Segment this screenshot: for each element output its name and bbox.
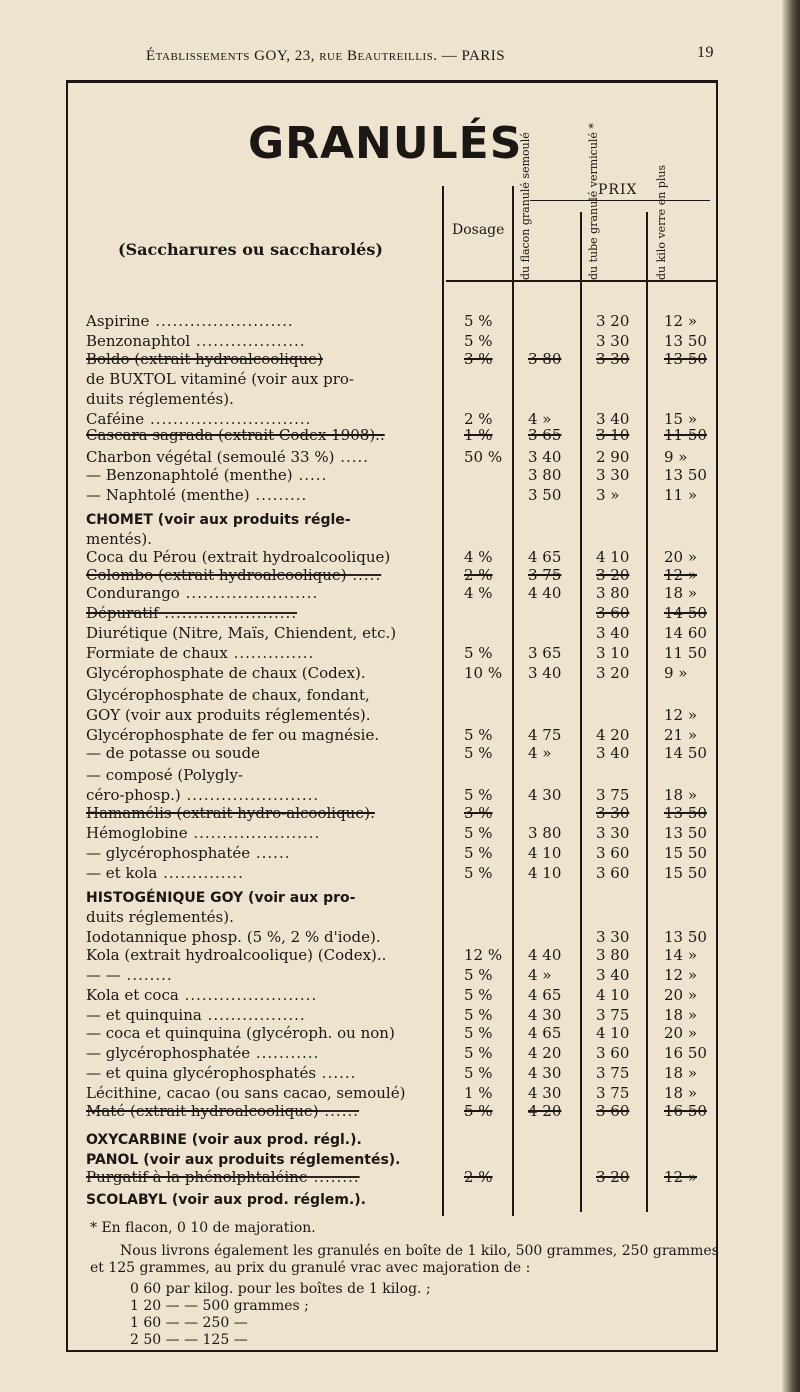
- leader-dots: ......................: [187, 824, 321, 842]
- product-name: Glycérophosphate de chaux (Codex).: [86, 664, 366, 682]
- price-flacon: 3 80: [528, 824, 562, 842]
- price-tube: 3 30: [596, 466, 630, 484]
- table-row: [86, 390, 726, 410]
- product-name: Benzonaphtol: [86, 332, 191, 350]
- product-label: [86, 350, 323, 368]
- price-kilo: 12 »: [664, 312, 698, 330]
- product-label: [86, 1084, 405, 1102]
- product-name: — composé (Polygly-: [86, 766, 243, 784]
- product-name: GOY (voir aux produits réglementés).: [86, 706, 371, 724]
- dosage-value: 5 %: [464, 844, 493, 862]
- price-tube: 3 20: [596, 1168, 630, 1186]
- dosage-value: 4 %: [464, 548, 493, 566]
- product-label: [86, 390, 234, 408]
- table-row: [86, 726, 726, 746]
- dosage-value: 3 %: [464, 350, 493, 368]
- table-row: [86, 584, 726, 604]
- price-tube: 3 60: [596, 1044, 630, 1062]
- price-flacon: 4 10: [528, 844, 562, 862]
- price-tube: 3 60: [596, 864, 630, 882]
- price-flacon: 4 40: [528, 584, 562, 602]
- table-row: [86, 350, 726, 370]
- product-label: [86, 548, 390, 566]
- table-row: [86, 566, 726, 586]
- price-tube: 3 10: [596, 426, 630, 444]
- price-flacon: 4 10: [528, 864, 562, 882]
- price-flacon: 3 40: [528, 664, 562, 682]
- dosage-value: 5 %: [464, 726, 493, 744]
- dosage-value: 4 %: [464, 584, 493, 602]
- notes-line: 2 50 — — 125 —: [130, 1332, 248, 1348]
- price-flacon: 4 »: [528, 744, 552, 762]
- table-row: [86, 1150, 726, 1170]
- product-label: [86, 744, 260, 762]
- price-kilo: 20 »: [664, 548, 698, 566]
- leader-dots: .........: [249, 486, 308, 504]
- product-name: duits réglementés).: [86, 908, 234, 926]
- price-flacon: 3 80: [528, 466, 562, 484]
- product-name: de BUXTOL vitaminé (voir aux pro-: [86, 370, 354, 388]
- price-flacon: 4 65: [528, 1024, 562, 1042]
- table-row: [86, 664, 726, 684]
- dosage-value: 2 %: [464, 566, 493, 584]
- price-tube: 3 20: [596, 312, 630, 330]
- price-kilo: 12 »: [664, 1168, 698, 1186]
- table-row: [86, 824, 726, 844]
- product-label: [86, 824, 320, 842]
- column-header-dosage: Dosage: [452, 222, 505, 238]
- dosage-value: 5 %: [464, 644, 493, 662]
- price-flacon: 4 30: [528, 1006, 562, 1024]
- table-row: [86, 928, 726, 948]
- price-kilo: 13 50: [664, 332, 707, 350]
- product-name: Hémoglobine: [86, 824, 188, 842]
- product-label: [86, 766, 243, 784]
- price-flacon: 4 40: [528, 946, 562, 964]
- product-label: [86, 726, 379, 744]
- price-kilo: 16 50: [664, 1044, 707, 1062]
- product-label: [86, 928, 381, 946]
- table-row: [86, 966, 726, 986]
- table-row: [86, 986, 726, 1006]
- leader-dots: ..............: [157, 864, 244, 882]
- price-flacon: 4 30: [528, 786, 562, 804]
- dosage-value: 5 %: [464, 312, 493, 330]
- price-tube: 3 60: [596, 604, 630, 622]
- table-row: [86, 706, 726, 726]
- column-header-kilo: du kilo verre en plus: [655, 164, 668, 280]
- table-row: [86, 786, 726, 806]
- product-label: [86, 786, 319, 804]
- leader-dots: ......: [316, 1064, 357, 1082]
- dosage-value: 3 %: [464, 804, 493, 822]
- product-name: — Naphtolé (menthe): [86, 486, 250, 504]
- leader-dots: ......: [318, 1102, 360, 1120]
- price-flacon: 4 65: [528, 548, 562, 566]
- price-flacon: 4 »: [528, 966, 552, 984]
- table-row: [86, 686, 726, 706]
- leader-dots: ........: [307, 1168, 360, 1186]
- product-label: [86, 624, 396, 642]
- price-flacon: 4 30: [528, 1064, 562, 1082]
- price-flacon: 3 75: [528, 566, 562, 584]
- product-name: HISTOGÉNIQUE GOY (voir aux pro-: [86, 890, 356, 906]
- price-tube: 3 30: [596, 804, 630, 822]
- product-name: Glycérophosphate de chaux, fondant,: [86, 686, 370, 704]
- product-name: — Benzonaphtolé (menthe): [86, 466, 293, 484]
- price-kilo: 18 »: [664, 1084, 698, 1102]
- price-tube: 3 75: [596, 1084, 630, 1102]
- product-label: [86, 1024, 395, 1042]
- product-name: — glycérophosphatée: [86, 844, 251, 862]
- product-label: [86, 584, 318, 602]
- price-kilo: 16 50: [664, 1102, 707, 1120]
- dosage-value: 50 %: [464, 448, 503, 466]
- notes: [90, 1220, 730, 1349]
- price-flacon: 4 65: [528, 986, 562, 1004]
- product-label: [86, 804, 375, 822]
- price-tube: 3 30: [596, 332, 630, 350]
- price-tube: 3 75: [596, 1064, 630, 1082]
- product-label: [86, 664, 366, 682]
- table-row: [86, 548, 726, 568]
- product-label: [86, 1064, 356, 1082]
- dosage-value: 5 %: [464, 986, 493, 1004]
- product-name: Dépuratif: [86, 604, 159, 622]
- leader-dots: .......................: [180, 786, 320, 804]
- dosage-value: 5 %: [464, 744, 493, 762]
- product-label: [86, 908, 234, 926]
- product-name: Charbon végétal (semoulé 33 %): [86, 448, 335, 466]
- table-row: [86, 426, 726, 446]
- price-tube: 3 20: [596, 566, 630, 584]
- leader-dots: ...........: [250, 1044, 320, 1062]
- price-kilo: 18 »: [664, 786, 698, 804]
- price-kilo: 15 50: [664, 864, 707, 882]
- dosage-value: 5 %: [464, 1064, 493, 1082]
- product-name: Coca du Pérou (extrait hydroalcoolique): [86, 548, 391, 566]
- price-kilo: 11 »: [664, 486, 698, 504]
- notes-line: 1 60 — — 250 —: [130, 1315, 248, 1331]
- price-kilo: 12 »: [664, 966, 698, 984]
- table-row: [86, 844, 726, 864]
- table-row: [86, 448, 726, 468]
- price-kilo: 18 »: [664, 1064, 698, 1082]
- price-kilo: 20 »: [664, 1024, 698, 1042]
- table-row: [86, 1044, 726, 1064]
- price-tube: 3 40: [596, 966, 630, 984]
- running-head: [60, 44, 720, 68]
- product-name: céro-phosp.): [86, 786, 181, 804]
- price-kilo: 13 50: [664, 824, 707, 842]
- price-kilo: 9 »: [664, 448, 688, 466]
- product-name: mentés).: [86, 530, 152, 548]
- leader-dots: ............................: [144, 410, 312, 428]
- price-flacon: 3 50: [528, 486, 562, 504]
- table-row: [86, 908, 726, 928]
- table-row: [86, 766, 726, 786]
- price-kilo: 18 »: [664, 584, 698, 602]
- dosage-value: 5 %: [464, 824, 493, 842]
- dosage-value: 5 %: [464, 1044, 493, 1062]
- price-flacon: 3 65: [528, 644, 562, 662]
- price-tube: 3 75: [596, 1006, 630, 1024]
- table-row: [86, 1130, 726, 1150]
- table-row: [86, 510, 726, 530]
- price-kilo: 9 »: [664, 664, 688, 682]
- price-tube: 3 20: [596, 664, 630, 682]
- dosage-value: 5 %: [464, 864, 493, 882]
- product-label: [86, 1006, 306, 1024]
- notes-line: 0 60 par kilog. pour les boîtes de 1 kilog. ;: [130, 1281, 431, 1297]
- dosage-value: 5 %: [464, 1024, 493, 1042]
- leader-dots: .....: [346, 566, 382, 584]
- product-name: — glycérophosphatée: [86, 1044, 251, 1062]
- running-head-text: Établissements GOY, 23, rue Beautreillis. — PARIS: [146, 48, 506, 64]
- table-row: [86, 804, 726, 824]
- product-label: [86, 466, 327, 484]
- product-name: Iodotannique phosp. (5 %, 2 % d'iode).: [86, 928, 381, 946]
- product-name: Boldo (extrait hydroalcoolique): [86, 350, 323, 368]
- product-label: [86, 644, 314, 662]
- price-tube: 3 40: [596, 624, 630, 642]
- leader-dots: .....: [334, 448, 370, 466]
- price-flacon: 3 65: [528, 426, 562, 444]
- dosage-value: 5 %: [464, 786, 493, 804]
- price-tube: 3 60: [596, 1102, 630, 1120]
- price-kilo: 20 »: [664, 986, 698, 1004]
- table-row: [86, 1084, 726, 1104]
- table-row: [86, 466, 726, 486]
- table-row: [86, 312, 726, 332]
- product-name: Purgatif à la phénolphtaléine: [86, 1168, 308, 1186]
- product-label: [86, 864, 244, 882]
- table-row: [86, 332, 726, 352]
- dosage-value: 2 %: [464, 410, 493, 428]
- table-row: [86, 946, 726, 966]
- price-kilo: 13 50: [664, 466, 707, 484]
- product-label: [86, 426, 385, 444]
- notes-paragraph: Nous livrons également les granulés en boîte de 1 kilo, 500 grammes, 250 grammes et 125 grammes, au prix du granulé vrac avec majoration de :: [90, 1243, 719, 1276]
- price-kilo: 12 »: [664, 566, 698, 584]
- table-row: [86, 604, 726, 624]
- product-label: [86, 946, 386, 964]
- price-tube: 4 10: [596, 1024, 630, 1042]
- product-name: Glycérophosphate de fer ou magnésie.: [86, 726, 380, 744]
- product-name: Kola (extrait hydroalcoolique) (Codex)..: [86, 946, 387, 964]
- table-row: [86, 864, 726, 884]
- product-label: [86, 530, 152, 548]
- price-kilo: 13 50: [664, 928, 707, 946]
- leader-dots: .....: [292, 466, 328, 484]
- price-kilo: 21 »: [664, 726, 698, 744]
- header-underline: [446, 280, 716, 282]
- table-row: [86, 1006, 726, 1026]
- product-label: [86, 486, 307, 504]
- table-row: [86, 1190, 726, 1210]
- price-tube: 4 10: [596, 548, 630, 566]
- product-label: [86, 1044, 319, 1062]
- product-name: — et quina glycérophosphatés: [86, 1064, 317, 1082]
- table-row: [86, 1102, 726, 1122]
- price-kilo: 15 »: [664, 410, 698, 428]
- table-row: [86, 1064, 726, 1084]
- product-name: Condurango: [86, 584, 180, 602]
- price-kilo: 14 50: [664, 744, 707, 762]
- page-title: GRANULÉS: [248, 118, 523, 169]
- price-kilo: 18 »: [664, 1006, 698, 1024]
- table-row: [86, 486, 726, 506]
- price-tube: 2 90: [596, 448, 630, 466]
- product-name: Kola et coca: [86, 986, 179, 1004]
- product-name: Hamamélis (extrait hydro-alcoolique).: [86, 804, 375, 822]
- table-row: [86, 644, 726, 664]
- price-flacon: 3 80: [528, 350, 562, 368]
- table-row: [86, 1168, 726, 1188]
- product-name: Maté (extrait hydroalcoolique): [86, 1102, 319, 1120]
- product-name: — coca et quinquina (glycéroph. ou non): [86, 1024, 395, 1042]
- dosage-value: 1 %: [464, 1084, 493, 1102]
- dosage-value: 5 %: [464, 332, 493, 350]
- price-tube: 3 75: [596, 786, 630, 804]
- price-tube: 3 »: [596, 486, 620, 504]
- column-header-flacon: du flacon granulé semoulé: [519, 132, 532, 280]
- price-tube: 3 30: [596, 350, 630, 368]
- price-kilo: 14 »: [664, 946, 698, 964]
- prix-brace: [530, 200, 710, 211]
- product-name: Formiate de chaux: [86, 644, 228, 662]
- price-kilo: 13 50: [664, 350, 707, 368]
- product-name: Caféine: [86, 410, 145, 428]
- dosage-value: 12 %: [464, 946, 503, 964]
- product-label: [86, 566, 381, 584]
- page-number: 19: [697, 44, 714, 61]
- table-row: [86, 1024, 726, 1044]
- dosage-value: 1 %: [464, 426, 493, 444]
- price-kilo: 13 50: [664, 804, 707, 822]
- dosage-value: 2 %: [464, 1168, 493, 1186]
- product-name: Aspirine: [86, 312, 150, 330]
- price-kilo: 12 »: [664, 706, 698, 724]
- leader-dots: .......................: [179, 584, 319, 602]
- column-header-tube: du tube granulé vermiculé *: [587, 123, 600, 280]
- page-edge: [782, 0, 800, 1392]
- price-tube: 3 40: [596, 744, 630, 762]
- product-label: [86, 888, 355, 906]
- table-row: [86, 370, 726, 390]
- price-flacon: 4 30: [528, 1084, 562, 1102]
- price-tube: 3 10: [596, 644, 630, 662]
- product-label: [86, 1130, 362, 1148]
- price-tube: 3 80: [596, 584, 630, 602]
- product-name: SCOLABYL (voir aux prod. réglem.).: [86, 1192, 366, 1208]
- product-label: [86, 604, 297, 622]
- notes-line: 1 20 — — 500 grammes ;: [130, 1298, 309, 1314]
- dosage-value: 5 %: [464, 966, 493, 984]
- product-label: [86, 448, 369, 466]
- product-name: OXYCARBINE (voir aux prod. régl.).: [86, 1132, 362, 1148]
- price-kilo: 15 50: [664, 844, 707, 862]
- subtitle: (Saccharures ou saccharolés): [118, 240, 383, 259]
- product-label: [86, 312, 294, 330]
- product-label: [86, 1168, 360, 1186]
- product-label: [86, 370, 354, 388]
- dosage-value: 5 %: [464, 1006, 493, 1024]
- price-flacon: 4 75: [528, 726, 562, 744]
- product-label: [86, 686, 370, 704]
- table-row: [86, 530, 726, 550]
- price-kilo: 11 50: [664, 644, 707, 662]
- product-label: [86, 706, 371, 724]
- product-label: [86, 510, 351, 528]
- price-tube: 3 60: [596, 844, 630, 862]
- leader-dots: ...................: [190, 332, 306, 350]
- product-label: [86, 1150, 401, 1168]
- price-tube: 3 40: [596, 410, 630, 428]
- product-name: — —: [86, 966, 121, 984]
- product-label: [86, 332, 306, 350]
- product-label: [86, 986, 317, 1004]
- price-tube: 4 10: [596, 986, 630, 1004]
- product-name: — et kola: [86, 864, 158, 882]
- product-label: [86, 1102, 359, 1120]
- footnote: * En flacon, 0 10 de majoration.: [90, 1220, 316, 1236]
- price-flacon: 3 40: [528, 448, 562, 466]
- product-name: PANOL (voir aux produits réglementés).: [86, 1152, 401, 1168]
- product-label: [86, 966, 173, 984]
- price-kilo: 11 50: [664, 426, 707, 444]
- price-tube: 3 30: [596, 928, 630, 946]
- price-flacon: 4 20: [528, 1044, 562, 1062]
- leader-dots: ..............: [227, 644, 315, 662]
- table-row: [86, 624, 726, 644]
- price-kilo: 14 60: [664, 624, 707, 642]
- product-label: [86, 844, 291, 862]
- table-row: [86, 888, 726, 908]
- product-name: Colombo (extrait hydroalcoolique): [86, 566, 347, 584]
- dosage-value: 5 %: [464, 1102, 493, 1120]
- price-flacon: 4 20: [528, 1102, 562, 1120]
- dosage-value: 10 %: [464, 664, 503, 682]
- price-tube: 4 20: [596, 726, 630, 744]
- product-name: duits réglementés).: [86, 390, 234, 408]
- product-name: Cascara sagrada (extrait Codex 1908)..: [86, 426, 385, 444]
- product-name: Diurétique (Nitre, Maïs, Chiendent, etc.): [86, 624, 397, 642]
- leader-dots: .................: [201, 1006, 306, 1024]
- leader-dots: ......: [250, 844, 291, 862]
- product-name: — et quinquina: [86, 1006, 202, 1024]
- price-kilo: 14 50: [664, 604, 707, 622]
- leader-dots: .......................: [178, 986, 318, 1004]
- table-row: [86, 744, 726, 764]
- leader-dots: ........: [120, 966, 173, 984]
- price-flacon: 4 »: [528, 410, 552, 428]
- leader-dots: ........................: [149, 312, 294, 330]
- leader-dots: .......................: [158, 604, 298, 622]
- price-tube: 3 30: [596, 824, 630, 842]
- price-tube: 3 80: [596, 946, 630, 964]
- product-name: — de potasse ou soude: [86, 744, 260, 762]
- product-name: Lécithine, cacao (ou sans cacao, semoulé): [86, 1084, 406, 1102]
- product-name: CHOMET (voir aux produits régle-: [86, 512, 351, 528]
- product-label: [86, 1190, 366, 1208]
- column-header-prix: PRIX: [598, 182, 638, 198]
